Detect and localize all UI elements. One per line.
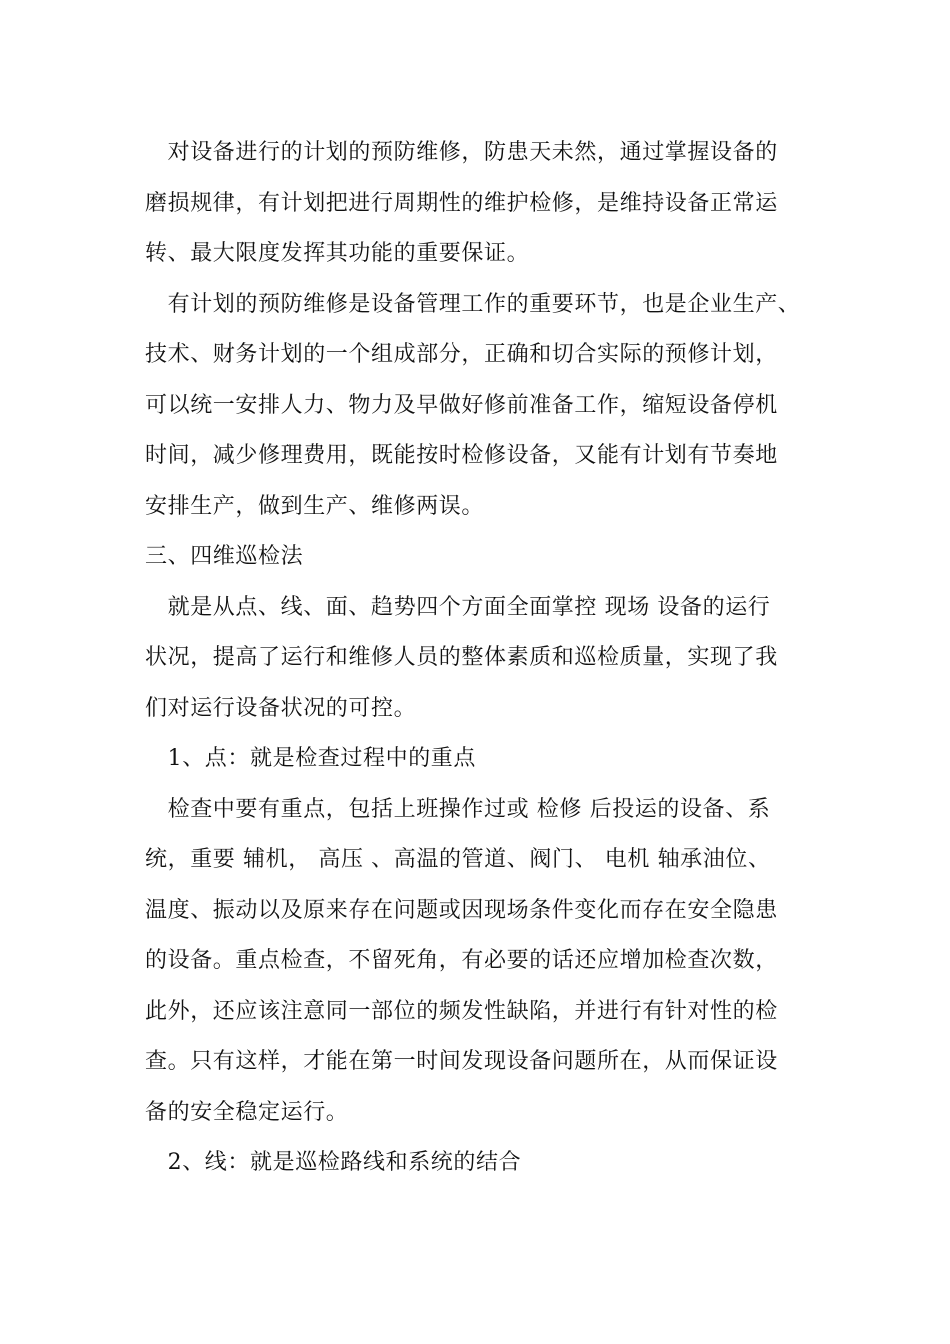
paragraph-1-line-2: 磨损规律，有计划把进行周期性的维护检修，是维持设备正常运 <box>145 190 778 216</box>
document-body <box>145 128 815 1189</box>
paragraph-4-line-3: 温度、振动以及原来存在问题或因现场条件变化而存在安全隐患 <box>145 897 778 923</box>
paragraph-2-line-1: 有计划的预防维修是设备管理工作的重要环节，也是企业生产、 <box>145 291 801 317</box>
section-heading-three: 三、四维巡检法 <box>145 544 304 569</box>
paragraph-2-line-4: 时间，减少修理费用，既能按时检修设备，又能有计划有节奏地 <box>145 443 778 468</box>
paragraph-2-line-3: 可以统一安排人力、物力及早做好修前准备工作，缩短设备停机 <box>145 392 778 418</box>
paragraph-4-line-7: 备的安全稳定运行。 <box>145 1099 349 1125</box>
paragraph-2-line-2: 技术、财务计划的一个组成部分，正确和切合实际的预修计划， <box>145 342 778 367</box>
paragraph-4-line-5: 此外，还应该注意同一部位的频发性缺陷，并进行有针对性的检 <box>145 998 778 1024</box>
paragraph-1-line-3: 转、最大限度发挥其功能的重要保证。 <box>145 241 530 266</box>
paragraph-2-line-5: 安排生产，做到生产、维修两误。 <box>145 493 485 519</box>
paragraph-4-line-1: 检查中要有重点，包括上班操作过或 检修 后投运的设备、系 <box>145 796 771 822</box>
subheading-line: 2、线：就是巡检路线和系统的结合 <box>145 1150 522 1175</box>
paragraph-3-line-3: 们对运行设备状况的可控。 <box>145 695 417 721</box>
paragraph-1-line-1: 对设备进行的计划的预防维修，防患天未然，通过掌握设备的 <box>145 140 778 165</box>
paragraph-3-line-1: 就是从点、线、面、趋势四个方面全面掌控 现场 设备的运行 <box>145 594 771 620</box>
subheading-point: 1、点：就是检查过程中的重点 <box>145 746 476 771</box>
paragraph-4-line-2: 统，重要 辅机， 高压 、高温的管道、阀门、 电机 轴承油位、 <box>145 847 771 872</box>
paragraph-4-line-4: 的设备。重点检查，不留死角，有必要的话还应增加检查次数， <box>145 948 778 973</box>
paragraph-4-line-6: 查。只有这样，才能在第一时间发现设备问题所在，从而保证设 <box>145 1049 778 1074</box>
paragraph-3-line-2: 状况，提高了运行和维修人员的整体素质和巡检质量，实现了我 <box>145 645 778 670</box>
